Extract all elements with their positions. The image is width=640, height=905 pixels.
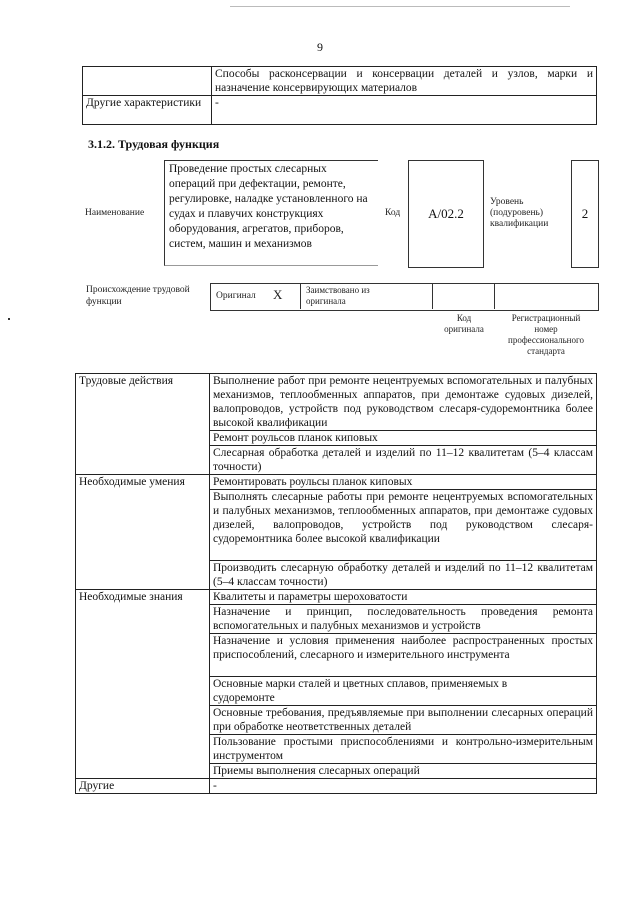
name-label: Наименование: [85, 208, 145, 218]
level-value-box: [571, 160, 599, 268]
item-cell: Ремонтировать роульсы планок киповых: [210, 475, 597, 490]
code-original-label: Код оригинала: [444, 313, 484, 334]
origin-divider: [432, 283, 433, 309]
borrowed-label: Заимствовано из оригинала: [306, 285, 370, 306]
item-cell: Квалитеты и параметры шероховатости: [210, 590, 597, 605]
table-row: [83, 67, 597, 96]
level-value: 2: [581, 206, 589, 221]
table-row: [76, 779, 597, 794]
item-cell: Производить слесарную обработку деталей и изделий по 11–12 квалитетам (5–4 классам точности): [210, 561, 597, 590]
section-title: 3.1.2. Трудовая функция: [88, 137, 220, 151]
original-mark: X: [273, 287, 283, 302]
item-cell: Выполнять слесарные работы при ремонте нецентруемых вспомогательных и палубных механизмов, теплообменных аппаратов, при демонтаже судовых дизелей, валопроводов, устройств под руководством слесаря-судоремонтника более высокой квалификации: [210, 490, 597, 561]
item-cell: Назначение и принцип, последовательность проведения ремонта вспомогательных и палубных механизмов и устройств: [210, 605, 597, 634]
item-cell: Слесарная обработка деталей и изделий по 11–12 квалитетам (5–4 классам точности): [210, 446, 597, 475]
scan-line-top: [230, 6, 570, 7]
code-label: Код: [385, 208, 401, 218]
table-row: [83, 96, 597, 125]
table-row: [76, 590, 597, 605]
top-table-label: Другие характеристики: [83, 96, 212, 125]
table-row: [76, 374, 597, 431]
origin-row: [210, 283, 599, 311]
code-value-box: [408, 160, 484, 268]
origin-divider: [494, 283, 495, 309]
reg-number-label: Регистрационный номер профессионального стандарта: [508, 313, 584, 356]
top-table: [82, 66, 597, 125]
function-name-box: Проведение простых слесарных операций при дефектации, ремонте, регулировке, наладке установленного на судах и плавучих конструкциях оборудования, агрегатов, приборов, систем, машин и механизмов: [164, 160, 378, 266]
labor-function-table: [75, 373, 597, 794]
category-cell: Другие: [76, 779, 210, 794]
origin-divider: [300, 283, 301, 309]
code-value: A/02.2: [428, 206, 464, 221]
level-label: Уровень (подуровень) квалификации: [490, 197, 549, 229]
original-label: Оригинал: [216, 291, 256, 301]
category-cell: Необходимые знания: [76, 590, 210, 779]
table-row: [76, 475, 597, 490]
item-cell: Приемы выполнения слесарных операций: [210, 764, 597, 779]
item-cell: Основные требования, предъявляемые при выполнении слесарных операций при обработке неответственных деталей: [210, 706, 597, 735]
top-table-value: -: [212, 96, 597, 125]
category-cell: Трудовые действия: [76, 374, 210, 475]
item-cell: Назначение и условия применения наиболее распространенных простых приспособлений, слесарного и измерительного инструмента: [210, 634, 597, 677]
item-cell: Выполнение работ при ремонте нецентруемых вспомогательных и палубных механизмов, теплообменных аппаратов, при демонтаже судовых дизелей, валопроводов, устройств под руководством слесаря-судоремонтника более высокой квалификации: [210, 374, 597, 431]
scan-dot-left: [8, 318, 10, 320]
item-cell: Ремонт роульсов планок киповых: [210, 431, 597, 446]
origin-label: Происхождение трудовой функции: [86, 285, 190, 307]
page-number: 9: [317, 40, 323, 54]
item-cell: Основные марки сталей и цветных сплавов, применяемых в судоремонте: [210, 677, 597, 706]
item-cell: -: [210, 779, 597, 794]
category-cell: Необходимые умения: [76, 475, 210, 590]
top-table-label: [83, 67, 212, 96]
item-cell: Пользование простыми приспособлениями и контрольно-измерительным инструментом: [210, 735, 597, 764]
top-table-value: Способы расконсервации и консервации деталей и узлов, марки и назначение консервирующих материалов: [212, 67, 597, 96]
